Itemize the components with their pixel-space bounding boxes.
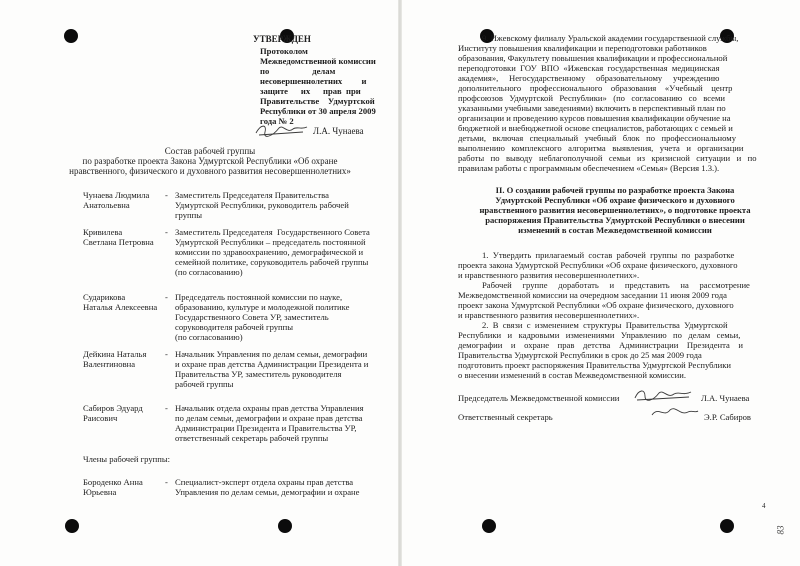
member-role: соруководителя рабочей группы [175,322,294,332]
member-role: Председатель постоянной комиссии по науке, [175,292,343,302]
binder-hole [720,519,734,533]
member-role: рабочей группы [175,379,234,389]
binder-hole [278,519,292,533]
approval-line: Правительстве Удмуртской [260,96,375,106]
member-name: Бороденко Анна [83,477,143,487]
approval-signer: Л.А. Чунаева [313,126,364,136]
item9-line: бюджетной и внебюджетной основе специалистов, работающих с семьей и [458,123,733,133]
member-role: (по согласованию) [175,267,243,277]
member-name: Светлана Петровна [83,237,154,247]
member-role: по делам семьи, демографии и охране прав детства [175,413,363,423]
section2-title: II. О создании рабочей группы по разработке проекта Закона [495,185,735,195]
member-role: Удмуртской Республики, руководитель рабочей [175,200,349,210]
page-fold [398,0,402,566]
page-number: 4 [762,502,766,510]
member-role: Управления по делам семьи, демографии и охране [175,487,360,497]
handwritten-signature [650,404,700,420]
member-role: ответственный секретарь рабочей группы [175,433,329,443]
member-role: семейной политике, соруководитель рабочей группы [175,257,369,267]
member-role: Администрации Президента и Правительства УР, [175,423,357,433]
para2-line: Республики и кадровыми изменениями Управлению по делам семьи, [458,330,741,340]
item9-line: правилам работы с программным обеспечением «Семья» (Версия 1.3.). [458,163,720,173]
composition-title: по разработке проекта Закона Удмуртской Республики «Об охране [82,156,338,166]
member-dash: - [165,190,168,200]
member-name: Сабиров Эдуард [83,403,143,413]
member-dash: - [165,349,168,359]
member-role: образованию, культуре и молодежной политике [175,302,350,312]
item9-line: дополнительного профессионального образования «Учебный центр [458,83,733,93]
member-name: Юрьевна [83,487,117,497]
members-heading: Члены рабочей группы: [83,454,171,464]
binder-hole [65,519,79,533]
member-role: и охране прав детства Администрации Президента и [175,359,369,369]
approval-line: Межведомственной комиссии [260,56,376,66]
member-dash: - [165,292,168,302]
para2-line: подготовить проект распоряжения Правительства Удмуртской Республики [458,360,731,370]
approval-line: Протоколом [260,46,308,56]
item9-line: профсоюзов Удмуртской Республики» (по согласованию со всеми [458,93,725,103]
para2-line: Правительства Удмуртской Республики в срок до 25 мая 2009 года [458,350,702,360]
member-name: Дейкина Наталья [83,349,147,359]
handwritten-margin-note: 83 [775,525,786,535]
approval-title: УТВЕРЖДЕН [253,34,311,44]
item9-line: выполнению комплексного алгоритма выявления, учета и организации [458,143,744,153]
para2-line: демографии и охране прав детства Администрации Президента и [458,340,743,350]
approval-line: несовершеннолетних и [260,76,367,86]
item9-line: образования, Факультету повышения квалификации и профессиональной [458,53,728,63]
member-role: группы [175,210,202,220]
chair-label: Председатель Межведомственной комиссии [458,393,620,403]
secretary-name: Э.Р. Сабиров [704,412,751,422]
para1-line: проекта закона Удмуртской Республики «Об охране физического, духовного [458,260,738,270]
section2-title: распоряжения Правительства Удмуртской Республики о внесении [485,215,745,225]
member-name: Анатольевна [83,200,130,210]
section2-title: нравственного развития несовершеннолетних», о подготовке проекта [479,205,751,215]
member-role: Специалист-эксперт отдела охраны прав детства [175,477,354,487]
composition-title: Состав рабочей группы [164,146,256,156]
para1b-line: проект закона Удмуртской Республики «Об охране физического, духовного [458,300,734,310]
binder-hole [482,519,496,533]
member-role: Заместитель Председателя Правительства [175,190,329,200]
member-role: Удмуртской Республики – председатель постоянной [175,237,366,247]
item9-line: Институту повышения квалификации и переподготовки работников [458,43,707,53]
para1b-line: Рабочей группе доработать и представить на рассмотрение [482,280,750,290]
approval-line: года № 2 [260,116,294,126]
item9-line: переподготовки ГОУ ВПО «Ижевская государственная медицинская [458,63,720,73]
para1-line: 1. Утвердить прилагаемый состав рабочей группы по разработке [482,250,735,260]
handwritten-signature [253,120,309,140]
member-name: Сударикова [83,292,126,302]
composition-title: нравственного, физического и духовного развития несовершеннолетних» [69,166,351,176]
secretary-label: Ответственный секретарь [458,412,553,422]
item9-line: академия», Негосударственному образовательному учреждению [458,73,720,83]
member-role: Заместитель Председателя Государственного Совета [175,227,370,237]
item9-line: работы по выводу неблагополучной семьи из кризисной ситуации и по [458,153,757,163]
member-role: (по согласованию) [175,332,243,342]
member-name: Чунаева Людмила [83,190,150,200]
section2-title: изменений в состав Межведомственной комиссии [518,225,712,235]
member-dash: - [165,403,168,413]
item9-line: указанными учебными заведениями) включить в перспективный план по [458,103,726,113]
item9-line: организации и проведению курсов повышения квалификации обучение на [458,113,731,123]
member-role: Начальник Управления по делам семьи, демографии [175,349,368,359]
member-name: Наталья Алексеевна [83,302,158,312]
member-dash: - [165,477,168,487]
member-dash: - [165,227,168,237]
para2-line: о внесении изменений в состав Межведомственной комиссии. [458,370,686,380]
para1b-line: и нравственного развития несовершеннолетних». [458,310,640,320]
member-role: Начальник отдела охраны прав детства Управления [175,403,364,413]
member-role: комиссии по здравоохранению, демографической и [175,247,364,257]
handwritten-signature [633,386,693,404]
item9-line: детьми, включая специальный учебный блок по профессиональному [458,133,736,143]
approval-line: защите их прав при [260,86,361,96]
member-role: Правительства УР, заместитель руководителя [175,369,342,379]
member-name: Валентиновна [83,359,136,369]
chair-name: Л.А. Чунаева [701,393,750,403]
member-name: Раисович [83,413,118,423]
approval-line: по делам [260,66,336,76]
item9-line: 9. Ижевскому филиалу Уральской академии государственной службы, [482,33,739,43]
para1b-line: Межведомственной комиссии на очередном заседании 11 июня 2009 года [458,290,727,300]
member-name: Кривилева [83,227,123,237]
binder-hole [64,29,78,43]
approval-line: Республики от 30 апреля 2009 [260,106,376,116]
section2-title: Удмуртской Республики «Об охране физического и духовного [495,195,735,205]
para2-line: 2. В связи с изменением структуры Правительства Удмуртской [482,320,728,330]
member-role: Государственного Совета УР, заместитель [175,312,329,322]
para1-line: и нравственного развития несовершеннолетних». [458,270,640,280]
